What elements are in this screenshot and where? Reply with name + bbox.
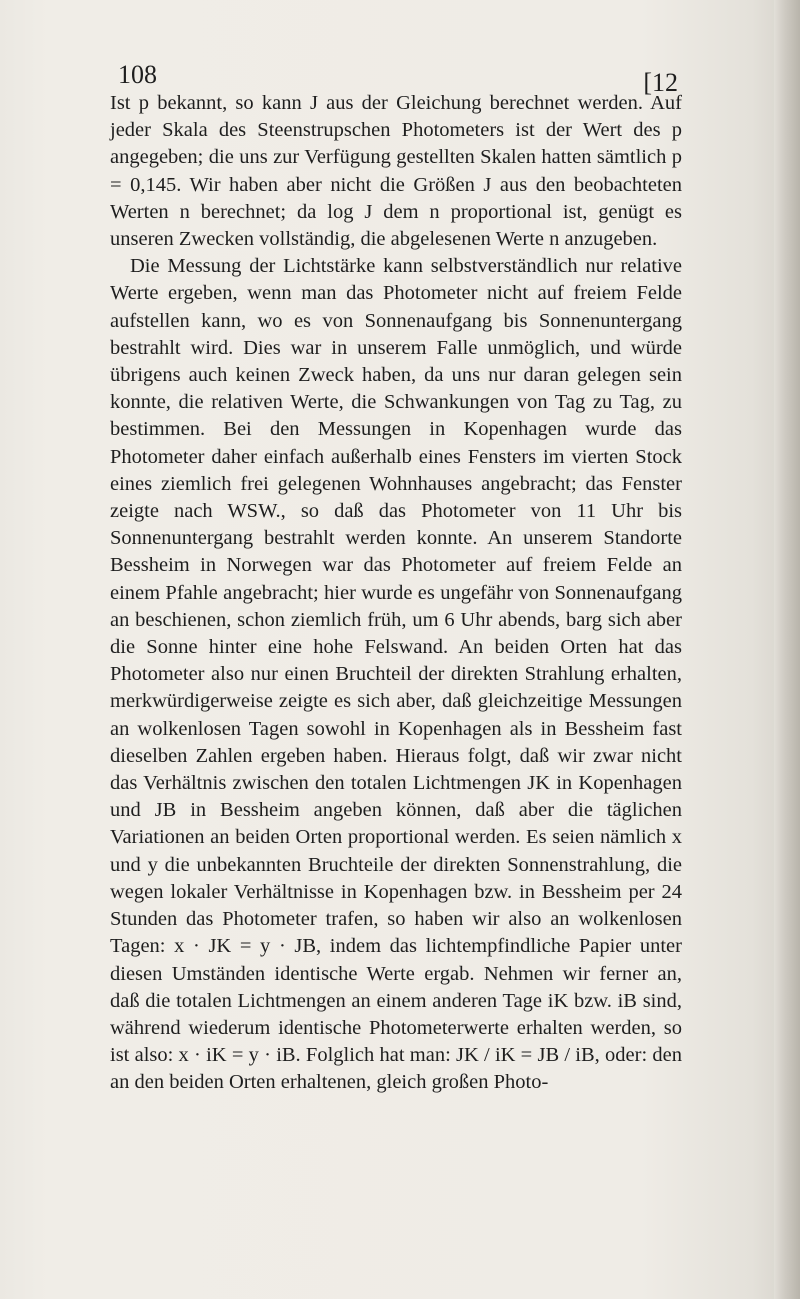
paragraph-2: Die Messung der Lichtstärke kann selbstverständlich nur relative Werte ergeben, wenn man das Photometer nicht auf freiem Felde aufstellen kann, wo es von Sonnenaufgang bis Sonnenuntergang bestrahlt wird. Dies war in unserem Falle unmöglich, und würde übrigens auch keinen Zweck haben, da uns nur daran gelegen sein konnte, die relativen Werte, die Schwankungen von Tag zu Tag, zu bestimmen. Bei den Messungen in Kopenhagen wurde das Photometer daher einfach außerhalb eines Fensters im vierten Stock eines ziemlich frei gelegenen Wohnhauses angebracht; das Fenster zeigte nach WSW., so daß das Photometer von 11 Uhr bis Sonnenuntergang bestrahlt werden konnte. An unserem Standorte Bessheim in Norwegen war das Photometer auf freiem Felde an einem Pfahle angebracht; hier wurde es ungefähr von Sonnenaufgang an beschienen, schon ziemlich früh, um 6 Uhr abends, barg sich aber die Sonne hinter eine hohe Felswand. An beiden Orten hat das Photometer also nur einen Bruchteil der direkten Strahlung erhalten, merkwürdigerweise zeigte es sich aber, daß gleichzeitige Messungen an wolkenlosen Tagen sowohl in Kopenhagen als in Bessheim fast dieselben Zahlen ergeben haben. Hieraus folgt, daß wir zwar nicht das Verhältnis zwischen den totalen Lichtmengen JK in Kopenhagen und JB in Bessheim angeben können, daß aber die täglichen Variationen an beiden Orten proportional werden. Es seien nämlich x und y die unbekannten Bruchteile der direkten Sonnenstrahlung, die wegen lokaler Verhältnisse in Kopenhagen bzw. in Bessheim per 24 Stunden das Photometer trafen, so haben wir also an wolkenlosen Tagen: x · JK = y · JB, indem das lichtempfindliche Papier unter diesen Umständen identische Werte ergab. Nehmen wir ferner an, daß die totalen Lichtmengen an einem anderen Tage iK bzw. iB sind, während wiederum identische Photometerwerte erhalten werden, so ist also: x · iK = y · iB. Folglich hat man: JK / iK = JB / iB, oder: den an den beiden Orten erhaltenen, gleich großen Photo- <box>110 255 682 1094</box>
page-edge-shadow <box>774 0 800 1299</box>
paragraph-1: Ist p bekannt, so kann J aus der Gleichung berechnet werden. Auf jeder Skala des Steenstrupschen Photometers ist der Wert des p angegeben; die uns zur Verfügung gestellten Skalen hatten sämtlich p = 0,145. Wir haben aber nicht die Größen J aus den beobachteten Werten n berechnet; da log J dem n proportional ist, genügt es unseren Zwecken vollständig, die abgelesenen Werte n anzugeben. <box>110 92 682 251</box>
page-number: 108 <box>118 60 157 89</box>
section-mark: [12 <box>643 68 678 97</box>
body-text <box>110 90 682 1097</box>
